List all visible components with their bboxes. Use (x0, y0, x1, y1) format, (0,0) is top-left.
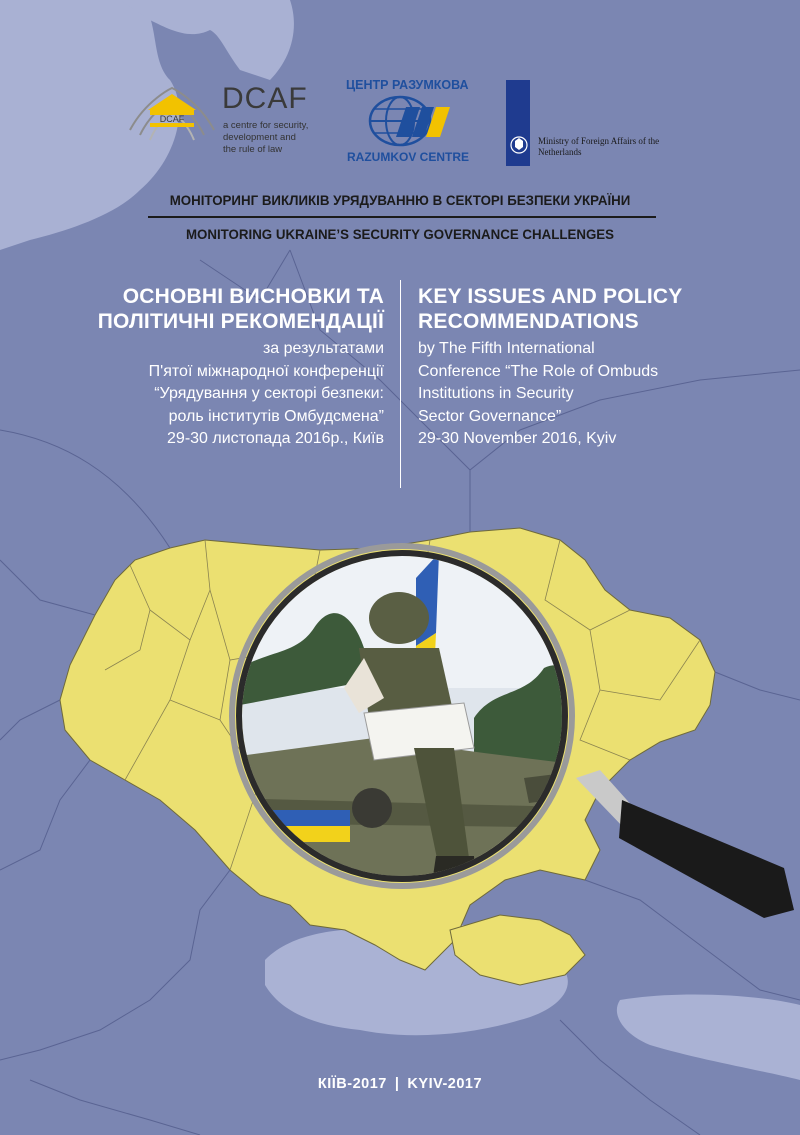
nl-ministry-text: Ministry of Foreign Affairs of the Netherlands (538, 136, 660, 157)
footer-separator: | (394, 1076, 400, 1092)
razumkov-label-en: RAZUMKOV CENTRE (347, 150, 469, 164)
dcaf-tagline-line: the rule of law (223, 144, 283, 155)
footer-en: KYIV-2017 (407, 1076, 483, 1092)
dcaf-mark-text: DCAF (159, 114, 185, 124)
dcaf-logo (126, 80, 326, 160)
subtitle-ua (84, 338, 384, 451)
subtitle-ua-line: за результатами (262, 340, 384, 357)
magnifying-glass-icon (224, 538, 606, 920)
series-title-en: MONITORING UKRAINE’S SECURITY GOVERNANCE CHALLENGES (185, 226, 615, 242)
title-block-ua (84, 284, 384, 451)
dcaf-name: DCAF (222, 82, 308, 115)
globe-logo-icon (366, 95, 466, 147)
razumkov-label-ua: ЦЕНТР РАЗУМКОВА (346, 78, 469, 92)
title-en-line2: RECOMMENDATIONS (418, 310, 639, 333)
subtitle-en-line: Conference “The Role of Ombuds (418, 362, 659, 380)
subtitle-en-line: Institutions in Security (418, 385, 574, 402)
royal-crest-icon (506, 132, 532, 158)
footer-ua: КІЇВ-2017 (317, 1076, 387, 1092)
column-divider (400, 280, 401, 488)
dcaf-tagline-line: a centre for security, (223, 120, 309, 131)
razumkov-logo (340, 78, 485, 166)
netherlands-ministry-logo (506, 80, 696, 166)
subtitle-en-line: Sector Governance” (418, 407, 562, 425)
subtitle-en-line: 29-30 November 2016, Kyiv (418, 430, 617, 447)
series-divider (148, 216, 656, 218)
subtitle-ua-line: П'ятої міжнародної конференції (148, 362, 384, 380)
subtitle-ua-line: 29-30 листопада 2016р., Київ (167, 430, 384, 447)
title-ua-line2: ПОЛІТИЧНІ РЕКОМЕНДАЦІЇ (97, 310, 384, 333)
title-en-line1: KEY ISSUES AND POLICY (418, 285, 683, 308)
dcaf-tagline-line: development and (223, 132, 296, 143)
subtitle-en (418, 338, 738, 451)
title-block-en (418, 284, 738, 451)
subtitle-en-line: by The Fifth International (418, 340, 595, 357)
title-ua-line1: ОСНОВНІ ВИСНОВКИ ТА (122, 285, 384, 308)
dcaf-tagline (223, 120, 333, 156)
subtitle-ua-line: “Урядування у секторі безпеки: (154, 385, 384, 402)
series-title-ua: МОНІТОРИНГ ВИКЛИКІВ УРЯДУВАННЮ В СЕКТОРІ БЕЗПЕКИ УКРАЇНИ (169, 192, 631, 208)
temple-roof-icon (126, 80, 218, 156)
footer-place-year (0, 1076, 800, 1092)
subtitle-ua-line: роль інститутів Омбудсмена” (168, 407, 384, 425)
